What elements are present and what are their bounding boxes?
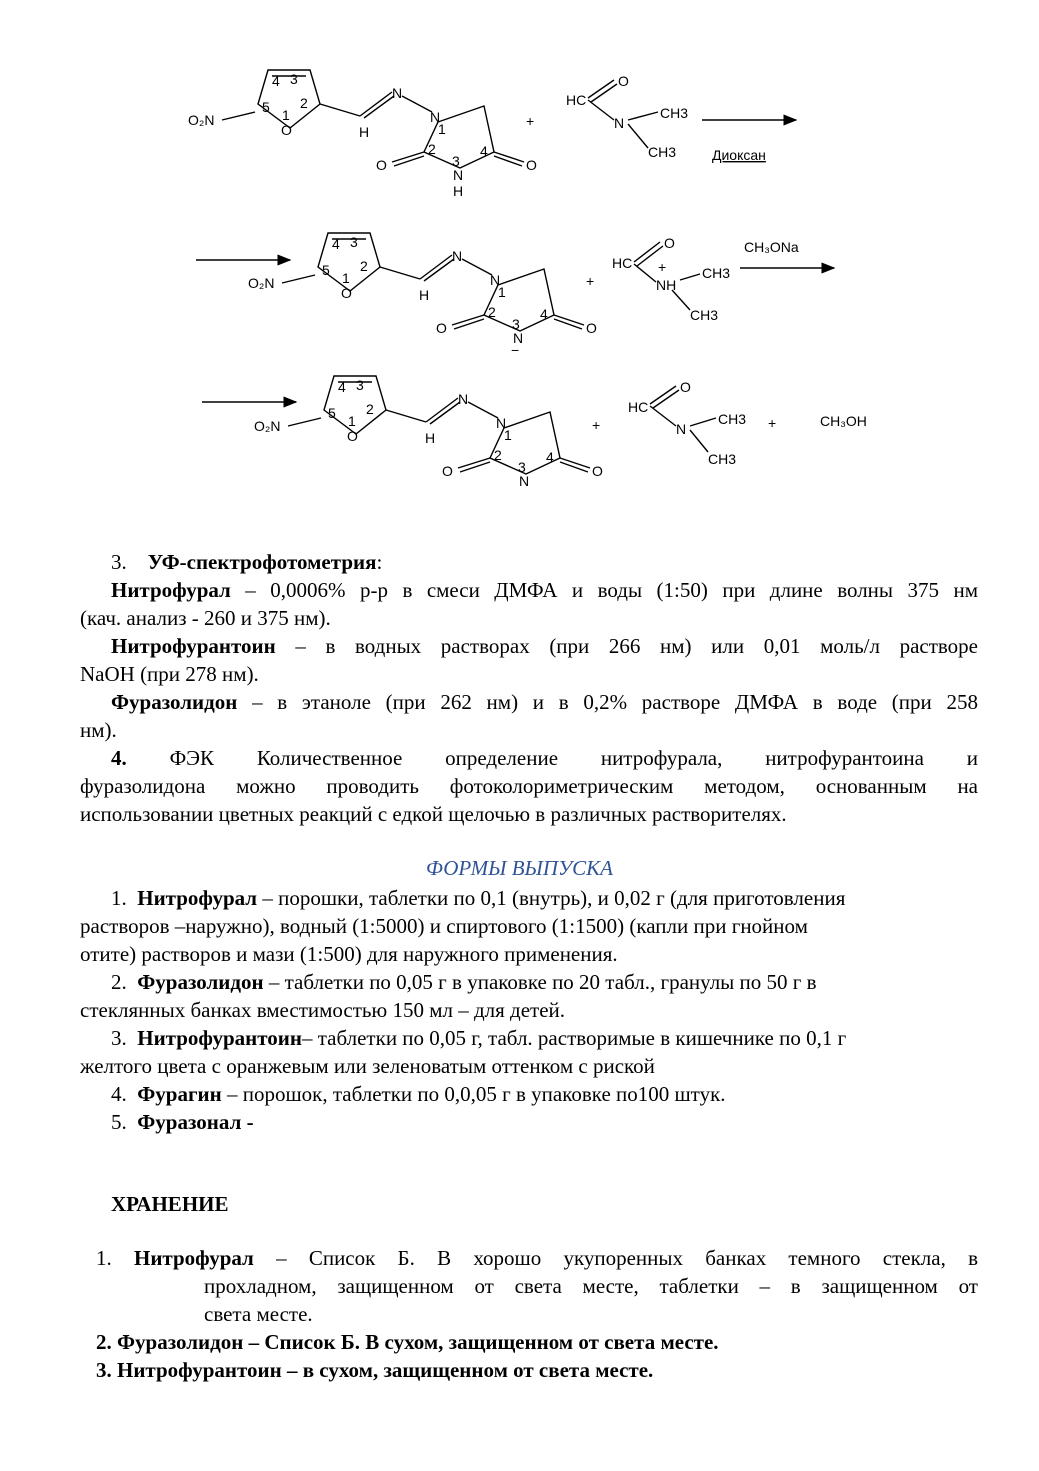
- svg-text:NH: NH: [656, 277, 677, 293]
- svg-text:O: O: [586, 320, 597, 336]
- svg-text:N: N: [430, 109, 441, 125]
- storage-item-1: 1. Нитрофурал – Список Б. В хорошо укупоренных банках темного стекла, в: [96, 1246, 979, 1270]
- uv-furazolidone-cont: нм).: [80, 718, 117, 742]
- forms-item-4: 4. Фурагин – порошок, таблетки по 0,0,05 г в упаковке по100 штук.: [111, 1082, 726, 1106]
- svg-text:O: O: [618, 73, 629, 89]
- svg-text:+: +: [586, 273, 595, 289]
- svg-text:CH3: CH3: [708, 451, 737, 467]
- furazolidone-labels-3: [254, 377, 603, 489]
- storage-heading: ХРАНЕНИЕ: [111, 1192, 229, 1216]
- svg-text:+: +: [768, 415, 777, 431]
- svg-text:HC: HC: [566, 92, 587, 108]
- uv-heading: 3. УФ-спектрофотометрия:: [111, 550, 383, 574]
- uv-nitrofurantoin: Нитрофурантоин – в водных растворах (при 266 нм) или 0,01 моль/л растворе: [111, 634, 978, 658]
- svg-text:3: 3: [518, 459, 526, 475]
- svg-text:CH3: CH3: [718, 411, 747, 427]
- svg-text:1: 1: [504, 427, 512, 443]
- svg-text:O: O: [592, 463, 603, 479]
- svg-text:H: H: [425, 430, 436, 446]
- svg-text:N: N: [513, 330, 524, 346]
- svg-text:N: N: [519, 473, 530, 489]
- svg-text:O: O: [341, 285, 352, 301]
- svg-text:HC: HC: [612, 255, 633, 271]
- storage-item-3: 3. Нитрофурантоин – в сухом, защищенном от света месте.: [96, 1358, 654, 1382]
- svg-text:+: +: [658, 259, 667, 275]
- svg-text:N: N: [676, 421, 687, 437]
- svg-text:CH3: CH3: [660, 105, 689, 121]
- reaction-scheme: [0, 0, 1039, 510]
- svg-text:O₂N: O₂N: [254, 418, 281, 434]
- svg-text:N: N: [490, 272, 501, 288]
- svg-text:O: O: [436, 320, 447, 336]
- svg-text:3: 3: [290, 71, 298, 87]
- forms-heading: ФОРМЫ ВЫПУСКА: [426, 856, 613, 880]
- furazolidone-labels-1: [188, 71, 537, 199]
- dmf-1: [566, 73, 688, 160]
- svg-text:2: 2: [488, 304, 496, 320]
- svg-text:1: 1: [342, 270, 350, 286]
- svg-text:O₂N: O₂N: [248, 275, 275, 291]
- svg-text:O: O: [526, 157, 537, 173]
- svg-text:H: H: [419, 287, 430, 303]
- forms-item-1-cont-2: отите) растворов и мази (1:500) для наружного применения.: [80, 942, 618, 966]
- svg-text:5: 5: [328, 405, 336, 421]
- svg-text:N: N: [453, 167, 464, 183]
- svg-text:O: O: [442, 463, 453, 479]
- svg-text:1: 1: [282, 107, 290, 123]
- svg-text:1: 1: [438, 121, 446, 137]
- svg-text:4: 4: [540, 306, 548, 322]
- svg-text:3: 3: [350, 234, 358, 250]
- svg-text:5: 5: [322, 262, 330, 278]
- svg-text:O₂N: O₂N: [188, 112, 215, 128]
- forms-item-2: 2. Фуразолидон – таблетки по 0,05 г в упаковке по 20 табл., гранулы по 50 г в: [111, 970, 817, 994]
- svg-text:4: 4: [546, 449, 554, 465]
- svg-text:2: 2: [494, 447, 502, 463]
- svg-text:O: O: [281, 122, 292, 138]
- svg-text:3: 3: [356, 377, 364, 393]
- svg-text:2: 2: [428, 141, 436, 157]
- methanol: CH₃OH: [820, 413, 867, 429]
- uv-nitrofurantoin-cont: NaOH (при 278 нм).: [80, 662, 259, 686]
- svg-text:3: 3: [512, 316, 520, 332]
- svg-text:N: N: [458, 391, 469, 407]
- dmf-protonated: [612, 235, 730, 323]
- uv-nitrofural: Нитрофурал – 0,0006% р-р в смеси ДМФА и воды (1:50) при длине волны 375 нм: [111, 578, 978, 602]
- svg-text:H: H: [453, 183, 464, 199]
- svg-text:+: +: [526, 113, 535, 129]
- svg-text:5: 5: [262, 99, 270, 115]
- uv-nitrofural-cont: (кач. анализ - 260 и 375 нм).: [80, 606, 331, 630]
- furazolidone-molecule-1: [222, 70, 524, 168]
- forms-item-2-cont: стеклянных банках вместимостью 150 мл – для детей.: [80, 998, 566, 1022]
- furazolidone-molecule-2: [282, 233, 584, 331]
- svg-text:1: 1: [498, 284, 506, 300]
- svg-text:N: N: [614, 115, 625, 131]
- fek-line-2: фуразолидона можно проводить фотоколориметрическим методом, основанным на: [80, 774, 978, 798]
- svg-text:O: O: [347, 428, 358, 444]
- svg-text:O: O: [680, 379, 691, 395]
- svg-text:1: 1: [348, 413, 356, 429]
- storage-item-2: 2. Фуразолидон – Список Б. В сухом, защищенном от света месте.: [96, 1330, 719, 1354]
- svg-text:2: 2: [360, 258, 368, 274]
- svg-text:H: H: [359, 124, 370, 140]
- furazolidone-labels-2: [248, 234, 597, 358]
- fek-line-3: использовании цветных реакций с едкой щелочью в различных растворителях.: [80, 802, 787, 826]
- svg-text:CH3: CH3: [702, 265, 731, 281]
- svg-text:Диоксан: Диоксан: [712, 147, 766, 163]
- svg-text:4: 4: [272, 73, 280, 89]
- forms-item-3-cont: желтого цвета с оранжевым или зеленоватым оттенком с риской: [80, 1054, 655, 1078]
- svg-text:O: O: [376, 157, 387, 173]
- svg-text:CH₃ONa: CH₃ONa: [744, 239, 799, 255]
- svg-text:HC: HC: [628, 399, 649, 415]
- dmf-2: [628, 379, 746, 467]
- svg-text:+: +: [592, 417, 601, 433]
- furazolidone-molecule-3: [288, 376, 590, 474]
- forms-item-5: 5. Фуразонал -: [111, 1110, 254, 1134]
- svg-text:N: N: [496, 415, 507, 431]
- svg-text:CH3: CH3: [690, 307, 719, 323]
- svg-text:4: 4: [480, 143, 488, 159]
- svg-text:3: 3: [452, 153, 460, 169]
- svg-text:2: 2: [366, 401, 374, 417]
- svg-text:2: 2: [300, 95, 308, 111]
- svg-text:−: −: [511, 342, 520, 358]
- svg-text:CH3: CH3: [648, 144, 677, 160]
- forms-item-1-cont-1: растворов –наружно), водный (1:5000) и спиртового (1:1500) (капли при гнойном: [80, 914, 808, 938]
- svg-text:N: N: [452, 248, 463, 264]
- forms-item-3: 3. Нитрофурантоин– таблетки по 0,05 г, табл. растворимые в кишечнике по 0,1 г: [111, 1026, 847, 1050]
- svg-text:N: N: [392, 85, 403, 101]
- svg-text:4: 4: [332, 236, 340, 252]
- storage-item-1-cont-2: света месте.: [204, 1302, 313, 1326]
- forms-item-1: 1. Нитрофурал – порошки, таблетки по 0,1 (внутрь), и 0,02 г (для приготовления: [111, 886, 846, 910]
- fek-line-1: 4. ФЭК Количественное определение нитрофурала, нитрофурантоина и: [111, 746, 978, 770]
- storage-item-1-cont-1: прохладном, защищенном от света месте, таблетки – в защищенном от: [204, 1274, 978, 1298]
- svg-text:O: O: [664, 235, 675, 251]
- svg-text:4: 4: [338, 379, 346, 395]
- uv-furazolidone: Фуразолидон – в этаноле (при 262 нм) и в 0,2% растворе ДМФА в воде (при 258: [111, 690, 978, 714]
